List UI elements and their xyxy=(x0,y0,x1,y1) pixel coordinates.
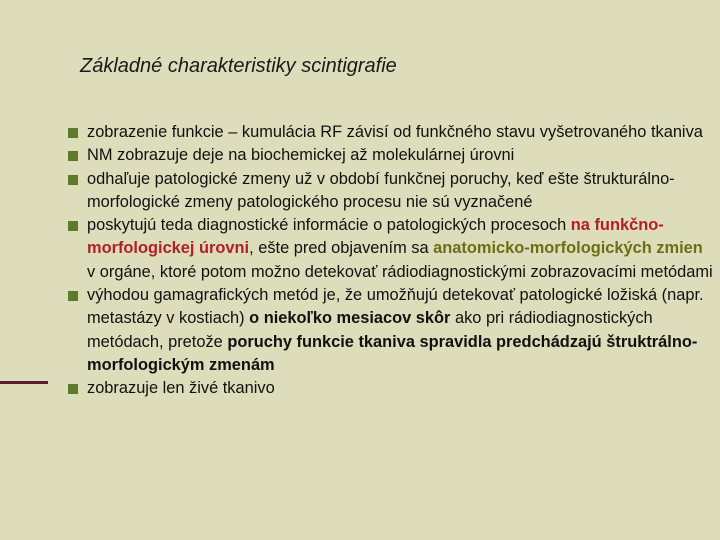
square-bullet-icon xyxy=(68,221,78,231)
text-segment: poskytujú teda diagnostické informácie o patologických procesoch xyxy=(87,216,571,235)
text-segment: , ešte pred objavením sa xyxy=(249,239,434,258)
bullet-item xyxy=(65,377,715,400)
square-bullet-icon xyxy=(68,384,78,394)
highlight-functional-level: na funkčno-morfologickej úrovni xyxy=(87,216,664,258)
bullet-text xyxy=(87,286,704,374)
bullet-item xyxy=(65,144,715,167)
accent-line xyxy=(0,381,48,384)
slide-title: Základné charakteristiky scintigrafie xyxy=(80,55,397,77)
square-bullet-icon xyxy=(68,175,78,185)
highlight-function-disorders: poruchy funkcie tkaniva spravidla predchádzajú štruktrálno-morfologickým zmenám xyxy=(87,332,698,374)
bullet-item xyxy=(65,214,715,284)
text-segment: ako pri rádiodiagnostických metódach, pretože xyxy=(87,309,653,351)
square-bullet-icon xyxy=(68,291,78,301)
bullet-text: NM zobrazuje deje na biochemickej až molekulárnej úrovni xyxy=(87,146,515,165)
highlight-anatomical-changes: anatomicko-morfologických zmien xyxy=(433,239,703,258)
text-segment: v orgáne, ktoré potom možno detekovať rádiodiagnostickými zobrazovacími metódami xyxy=(87,262,713,281)
bullet-text: zobrazuje len živé tkanivo xyxy=(87,379,275,398)
bullet-text: zobrazenie funkcie – kumulácia RF závisí od funkčného stavu vyšetrovaného tkaniva xyxy=(87,123,703,141)
bullet-item xyxy=(65,121,715,144)
bullet-item xyxy=(65,284,715,377)
bullet-text xyxy=(87,216,713,281)
square-bullet-icon xyxy=(68,128,78,138)
bullet-text: odhaľuje patologické zmeny už v období funkčnej poruchy, keď ešte štrukturálno-morfologické zmeny patologického procesu nie sú vyznačené xyxy=(87,169,675,211)
highlight-months-earlier: o niekoľko mesiacov skôr xyxy=(249,309,451,328)
text-segment: výhodou gamagrafických metód je, že umožňujú detekovať patologické ložiská (napr. metastázy v kostiach) xyxy=(87,286,704,328)
square-bullet-icon xyxy=(68,151,78,161)
bullet-list xyxy=(65,121,715,401)
bullet-item xyxy=(65,168,715,215)
